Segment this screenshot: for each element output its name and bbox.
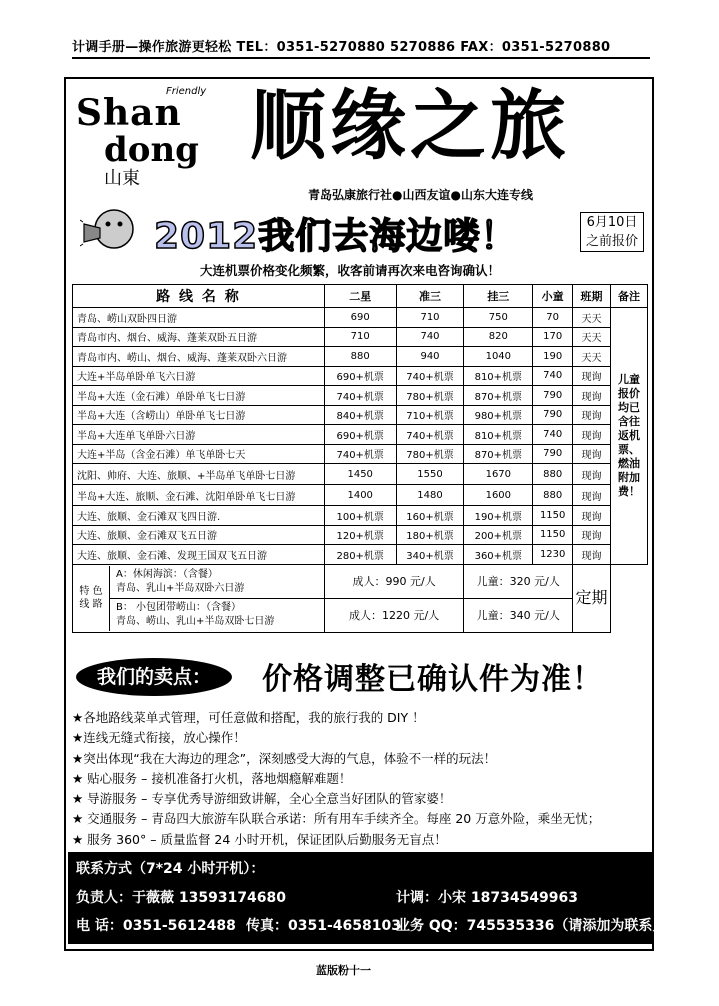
route-name-cell: 半岛+大连（含崂山）单卧单飞七日游 (73, 405, 325, 425)
logo-line1: Shan (76, 92, 182, 134)
table-cell: 现询 (573, 444, 611, 464)
table-cell: 现询 (573, 366, 611, 386)
route-name-cell: 大连、旅顺、金石滩双飞四日游. (73, 506, 325, 526)
price-date-line1: 6月10日 (586, 215, 638, 230)
route-name-cell: 大连、旅顺、金石滩、发现王国双飞五日游 (73, 545, 325, 565)
table-row (73, 327, 648, 347)
special-b-adult: 成人：1220 元/人 (324, 598, 464, 632)
table-row (73, 545, 648, 565)
route-name-cell: 青岛、崂山双卧四日游 (73, 308, 325, 328)
year-heading: 2012我们去海边喽！ (154, 216, 518, 257)
route-name-cell: 半岛+大连、旅顺、金石滩、沈阳单卧单飞七日游 (73, 485, 325, 506)
table-cell: 现询 (573, 506, 611, 526)
route-name-cell: 大连+半岛（含金石滩）单飞单卧七天 (73, 444, 325, 464)
table-cell: 820 (464, 327, 533, 347)
table-cell: 880 (324, 347, 396, 367)
table-cell: 现询 (573, 386, 611, 406)
table-cell: 780+机票 (396, 386, 464, 406)
route-name-cell: 大连+半岛单卧单飞六日游 (73, 366, 325, 386)
header-child: 小童 (533, 285, 573, 308)
contact-heading: 联系方式（7*24 小时开机）： (76, 861, 265, 877)
feature-item: ★连线无缝式衔接，放心操作！ (72, 730, 246, 746)
feature-item: ★ 服务 360° – 质量监督 24 小时开机，保证团队后勤服务无盲点！ (72, 831, 447, 847)
table-row (73, 444, 648, 464)
table-cell: 天天 (573, 308, 611, 328)
table-row (73, 386, 648, 406)
table-cell: 790 (533, 405, 573, 425)
special-label: 特 色 线 路 (79, 586, 103, 610)
special-a (110, 566, 324, 599)
table-cell: 710 (324, 327, 396, 347)
table-cell: 740+机票 (324, 444, 396, 464)
route-table (72, 284, 648, 633)
table-cell: 1400 (324, 485, 396, 506)
table-cell: 1230 (533, 545, 573, 565)
table-cell: 现询 (573, 464, 611, 485)
route-name-cell: 青岛市内、崂山、烟台、威海、蓬莱双卧六日游 (73, 347, 325, 367)
feature-item: ★ 交通服务 – 青岛四大旅游车队联合承诺：所有用车手续齐全。每座 20 万意外险，乘坐无忧； (72, 811, 601, 827)
route-name-cell: 半岛+大连单飞单卧六日游 (73, 425, 325, 445)
contact-fax: 传真：0351-4658103 (246, 918, 401, 934)
table-cell: 1450 (324, 464, 396, 485)
contact-phone: 电 话：0351-5612488 (76, 918, 236, 934)
contact-planner: 计调：小宋 18734549963 (396, 890, 579, 906)
table-row (73, 405, 648, 425)
table-cell: 740+机票 (396, 366, 464, 386)
table-cell: 790 (533, 444, 573, 464)
special-a-adult: 成人：990 元/人 (324, 564, 464, 598)
table-cell: 现询 (573, 485, 611, 506)
table-cell: 690+机票 (324, 425, 396, 445)
agency-subline: 青岛弘康旅行社●山西友谊●山东大连专线 (308, 188, 533, 202)
table-cell: 180+机票 (396, 525, 464, 545)
special-routes-cell (73, 564, 325, 632)
megaphone-smiley-icon (80, 206, 138, 252)
table-cell: 690+机票 (324, 366, 396, 386)
table-cell: 810+机票 (464, 425, 533, 445)
route-name-cell: 大连、旅顺、金石滩双飞五日游 (73, 525, 325, 545)
table-cell: 810+机票 (464, 366, 533, 386)
logo-line2: dong (104, 130, 199, 170)
table-cell: 70 (533, 308, 573, 328)
table-cell: 1480 (396, 485, 464, 506)
top-contact-bar: 计调手册—操作旅游更轻松 TEL：0351-5270880 5270886 FAX：0351-5270880 (72, 36, 650, 59)
table-cell: 100+机票 (324, 506, 396, 526)
table-cell: 980+机票 (464, 405, 533, 425)
table-cell: 190+机票 (464, 506, 533, 526)
header-schedule: 班期 (573, 285, 611, 308)
table-cell: 1150 (533, 506, 573, 526)
table-row (73, 347, 648, 367)
table-row (73, 525, 648, 545)
header-quasi3: 准三 (396, 285, 464, 308)
table-cell: 现询 (573, 405, 611, 425)
table-row (73, 485, 648, 506)
price-date-box (580, 212, 644, 252)
table-cell: 740+机票 (396, 425, 464, 445)
selling-points-banner: 我们的卖点： (76, 658, 232, 696)
table-cell: 780+机票 (396, 444, 464, 464)
contact-panel (68, 852, 681, 944)
route-name-cell: 青岛市内、烟台、威海、蓬莱双卧五日游 (73, 327, 325, 347)
table-cell: 现询 (573, 545, 611, 565)
table-cell: 790 (533, 386, 573, 406)
special-a-line2: 青岛、乳山+半岛双卧六日游 (116, 582, 245, 594)
table-cell: 160+机票 (396, 506, 464, 526)
table-cell: 1670 (464, 464, 533, 485)
table-cell: 880 (533, 485, 573, 506)
page-title: 顺缘之旅 (250, 81, 570, 170)
special-b-child: 儿童：340 元/人 (464, 598, 573, 632)
table-cell: 360+机票 (464, 545, 533, 565)
table-cell: 870+机票 (464, 444, 533, 464)
special-a-child: 儿童：320 元/人 (464, 564, 573, 598)
table-cell: 740 (533, 425, 573, 445)
table-cell: 现询 (573, 525, 611, 545)
table-cell: 740 (396, 327, 464, 347)
notice: 大连机票价格变化频繁，收客前请再次来电咨询确认！ (200, 263, 501, 278)
table-cell: 190 (533, 347, 573, 367)
header-note: 备注 (610, 285, 647, 308)
price-date-line2: 之前报价 (585, 234, 638, 249)
table-cell: 170 (533, 327, 573, 347)
header-2star: 二星 (324, 285, 396, 308)
table-cell: 340+机票 (396, 545, 464, 565)
selling-points-headline: 价格调整已确认件为准！ (262, 662, 603, 697)
table-cell: 1040 (464, 347, 533, 367)
table-row (73, 506, 648, 526)
header-listed3: 挂三 (464, 285, 533, 308)
table-cell: 880 (533, 464, 573, 485)
table-cell: 740+机票 (324, 386, 396, 406)
table-row (73, 366, 648, 386)
table-cell: 280+机票 (324, 545, 396, 565)
feature-list (72, 708, 600, 850)
table-cell: 天天 (573, 347, 611, 367)
special-b-line2: 青岛、崂山、乳山+半岛双卧七日游 (116, 615, 275, 627)
table-cell: 940 (396, 347, 464, 367)
table-cell: 840+机票 (324, 405, 396, 425)
table-cell: 1150 (533, 525, 573, 545)
footer-label: 蓝版粉十一 (316, 964, 371, 977)
special-b (110, 599, 324, 631)
route-name-cell: 沈阳、帅府、大连、旅顺、+半岛单飞单卧七日游 (73, 464, 325, 485)
table-row (73, 425, 648, 445)
special-b-line1: B： 小包团带崂山：（含餐） (116, 601, 242, 613)
special-row-a (73, 564, 648, 598)
special-a-line1: A：休闲海滨：（含餐） (116, 568, 218, 580)
logo-script: Friendly (166, 86, 207, 97)
child-price-note: 儿童报价均已含往返机票、燃油附加费！ (610, 308, 647, 565)
table-cell: 天天 (573, 327, 611, 347)
table-cell: 现询 (573, 425, 611, 445)
table-row (73, 308, 648, 328)
feature-item: ★各地路线菜单式管理，可任意做和搭配，我的旅行我的 DIY ！ (72, 710, 425, 725)
contact-qq: 业务 QQ：745535336（请添加为联系人） (396, 918, 681, 934)
route-name-cell: 半岛+大连（金石滩）单卧单飞七日游 (73, 386, 325, 406)
shandong-logo (76, 86, 207, 189)
logo-chars: 山東 (104, 168, 140, 189)
feature-item: ★突出体现“我在大海边的理念”，深刻感受大海的气息，体验不一样的玩法！ (72, 750, 497, 766)
table-cell: 750 (464, 308, 533, 328)
feature-item: ★ 贴心服务 – 接机准备打火机，落地烟瘾解难题！ (72, 770, 352, 786)
special-schedule: 定期 (573, 564, 611, 632)
feature-item: ★ 导游服务 – 专享优秀导游细致讲解，全心全意当好团队的管家婆！ (72, 791, 452, 807)
table-cell: 120+机票 (324, 525, 396, 545)
table-cell: 200+机票 (464, 525, 533, 545)
table-header (73, 285, 648, 308)
table-cell: 690 (324, 308, 396, 328)
table-cell: 1550 (396, 464, 464, 485)
header-route: 路 线 名 称 (73, 285, 325, 308)
table-cell: 740 (533, 366, 573, 386)
table-cell: 870+机票 (464, 386, 533, 406)
table-cell: 1600 (464, 485, 533, 506)
table-cell: 710 (396, 308, 464, 328)
contact-manager: 负责人：于薇薇 13593174680 (76, 890, 287, 906)
table-row (73, 464, 648, 485)
table-cell: 710+机票 (396, 405, 464, 425)
